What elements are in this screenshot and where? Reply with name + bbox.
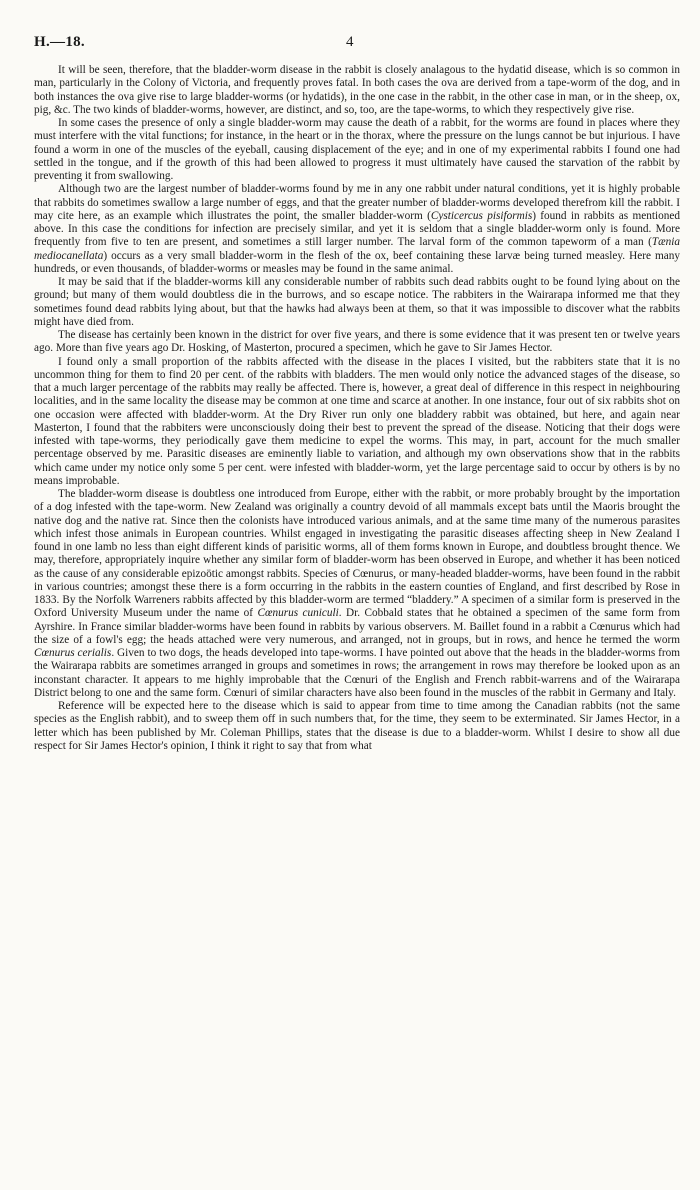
text-run: ) occurs as a very small bladder-worm in the flesh of the ox, beef containing these larvæ being turned measley. Here many hundreds, or even thousands, of bladder-worms or measles may be found in the same animal. <box>34 249 680 275</box>
text-run: Although two are the largest number of bladder-worms found by me in any one rabbit under natural conditions, yet it is highly probable that rabbits do sometimes swallow a large number of eggs, and that the greater number of bladder-worms developed therefrom kill the rabbit. I may cite here, as an example which illustrates the point, the smaller bladder-worm ( <box>34 183 680 222</box>
italic-term: Cysticercus pisiformis <box>430 209 533 222</box>
italic-term: Cœnurus cuniculi <box>257 607 339 620</box>
text-run: In some cases the presence of only a single bladder-worm may cause the death of a rabbit, for the worms are found in places where they must interfere with the vital functions; for instance, in the heart or in the thorax, where the pressure on the lungs cannot be but injurious. I have found a worm in one of the muscles of the eyeball, causing displacement of the eye; and in one of my experimental rabbits I found one had settled in the tongue, and if the growth of this had been allowed to progress it must ultimately have caused the starvation of the rabbit by preventing it from swallowing. <box>34 117 680 182</box>
text-run: It will be seen, therefore, that the bladder-worm disease in the rabbit is closely analagous to the hydatid disease, which is so common in man, particularly in the Colony of Victoria, and frequently proves fatal. In both cases the ova are derived from a tape-worm of the dog, and in both instances the ova give rise to large bladder-worms (or hydatids), in the one case in the rabbit, in the other case in man, or in the sheep, ox, pig, &c. The two kinds of bladder-worms, however, are distinct, and so, too, are the tape-worms, to which they respectively give rise. <box>34 64 680 116</box>
paragraph <box>34 329 680 356</box>
paragraph <box>34 700 680 753</box>
paragraph <box>34 117 680 183</box>
italic-term: Cœnurus cerialis <box>34 647 112 659</box>
body-text <box>34 64 680 753</box>
text-run: ) found in rabbits as mentioned above. In this case the conditions for infection are precisely similar, and yet it is seldom that a single bladder-worm only is found. More frequently from five to ten are present, and sometimes a still larger number. The larval form of the common tapeworm of a man ( <box>34 209 680 249</box>
paragraph <box>34 183 680 276</box>
text-run: . Given to two dogs, the heads developed into tape-worms. I have pointed out above that the heads in the bladder-worms from the Wairarapa rabbits are sometimes arranged in groups and sometimes in rows; the arrangement in rows may therefore be looked upon as an inconstant character. It appears to me highly improbable that the Cœnuri of the English and French rabbit-warrens and of the Wairarapa District belong to one and the same form. Cœnuri of similar characters have also been found in the muscles of the rabbit in Germany and Italy. <box>34 647 680 699</box>
paragraph <box>34 64 680 117</box>
page-header <box>34 30 680 56</box>
paragraph <box>34 276 680 329</box>
text-run: Reference will be expected here to the disease which is said to appear from time to time among the Canadian rabbits (not the same species as the English rabbit), and to sweep them off in such numbers that, for the time, they seem to be exterminated. Sir James Hector, in a letter which has been published by Mr. Coleman Phillips, states that the disease is due to a bladder-worm. Whilst I desire to show all due respect for Sir James Hector's opinion, I think it right to say that from what <box>34 700 680 752</box>
paragraph <box>34 356 680 489</box>
page-number: 4 <box>346 34 354 50</box>
italic-term: Tænia mediocanellata <box>34 236 680 262</box>
paragraph <box>34 488 680 700</box>
text-run: . Dr. Cobbald states that he obtained a specimen of the same form from Ayrshire. In France similar bladder-worms have been found in rabbits by various observers. M. Baillet found in a rabbit a Cœnurus which had the size of a fowl's egg; the heads attached were very numerous, and arranged, not in groups, but in rows, and hence he termed the worm <box>34 607 680 646</box>
parliamentary-paper-reference: H.—18. <box>34 34 85 50</box>
text-run: The disease has certainly been known in the district for over five years, and there is some evidence that it was present ten or twelve years ago. More than five years ago Dr. Hosking, of Masterton, procured a specimen, which he gave to Sir James Hector. <box>34 329 680 355</box>
text-run: It may be said that if the bladder-worms kill any considerable number of rabbits such dead rabbits ought to be found lying about on the ground; but many of them would doubtless die in the burrows, and so escape notice. The rabbiters in the Wairarapa informed me that they sometimes found dead rabbits lying about, but that the hawks had always been at them, so that it was impossible to discover what the rabbits might have died from. <box>34 276 680 328</box>
text-run: I found only a small proportion of the rabbits affected with the disease in the places I visited, but the rabbiters state that it is no uncommon thing for them to find 20 per cent. of the rabbits with bladders. The men would only notice the advanced stages of the disease, so that a much larger percentage of the rabbits may really be affected. There is, however, a great deal of difference in this respect in neighbouring localities, and in the same locality the disease may be common at one time and scarce at another. In one instance, four out of six rabbits shot on one occasion were affected with bladder-worm. At the Dry River run only one bladdery rabbit was obtained, but here, and again near Masterton, I found that the rabbiters were unconsciously doing their best to prevent the spread of the disease. Noticing that their dogs were infested with tape-worms, they periodically gave them medicine to expel the worms. This may, in part, account for the much smaller percentage observed by me. Parasitic diseases are eminently liable to variation, and although my own observations show that in the rabbits which came under my notice only some 5 per cent. were infested with bladder-worm, yet the large percentage said to occur by others is by no means improbable. <box>34 355 680 487</box>
text-run: The bladder-worm disease is doubtless one introduced from Europe, either with the rabbit, or more probably brought by the importation of a dog infested with the tape-worm. New Zealand was originally a country devoid of all mammals except bats until the Maoris brought the native dog and the native rat. Since then the colonists have introduced various animals, and at the same time many of the numerous parasites which infest those animals in European countries. Whilst engaged in investigating the parasitic diseases affecting sheep in New Zealand I found in one lamb no less than eight different kinds of parisitic worms, all of them forms known in Europe, and doubtless brought thence. We may, therefore, appropriately inquire whether any similar form of bladder-worm has been observed in Europe, and whether it has been noticed as the cause of any considerable epizoötic amongst rabbits. Species of Cœnurus, or many-headed bladder-worms, have been found in the rabbit in various countries; amongst these there is a form occurring in the rabbits in the eastern counties of England, and first described by Rose in 1833. By the Norfolk Warreners rabbits affected by this bladder-worm are termed “bladdery.” A specimen of a similar form is preserved in the Oxford University Museum under the name of <box>34 488 680 620</box>
